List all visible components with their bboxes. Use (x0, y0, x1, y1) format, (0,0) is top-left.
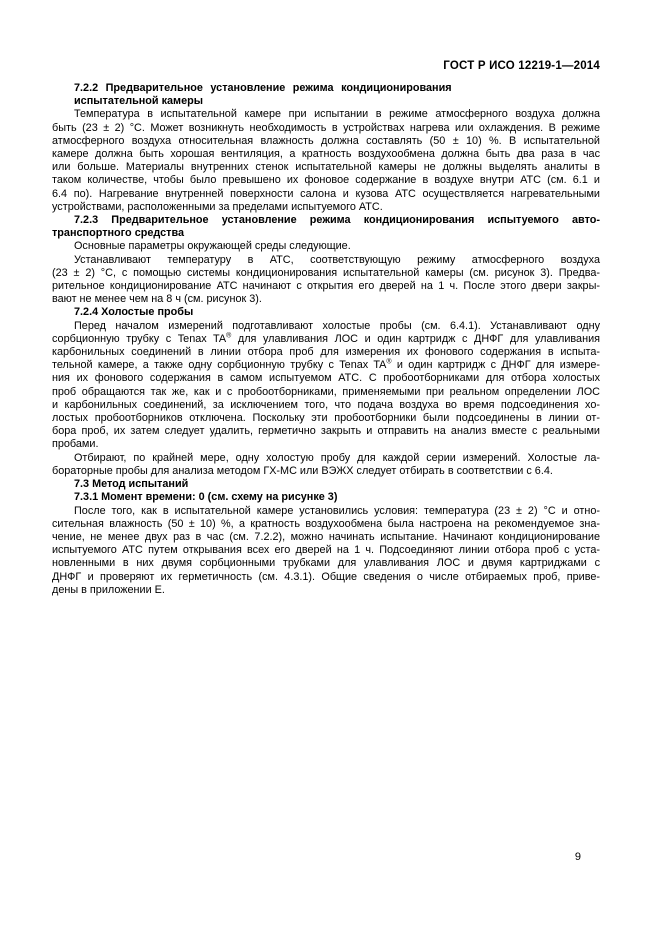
paragraph-line: чение, не менее двух раз в час (см. 7.2.2), можно начинать испытание. Начинают кондиционирование (52, 530, 600, 543)
paragraph-line: После того, как в испытательной камере установились условия: температура (23 ± 2) °С и отно- (74, 504, 600, 517)
page-number: 9 (574, 851, 581, 863)
registered-trademark-symbol: ® (226, 332, 232, 340)
heading-line: транспортного средства (52, 227, 185, 240)
paragraph-line: лостых пробоотборников отключена. Поскольку эти пробоотборники были подсоединены в линии от- (52, 412, 600, 425)
paragraph-line: сительная влажность (50 ± 10) %, а кратность воздухообмена была настроена на рекомендуемое зна- (52, 517, 600, 530)
standard-designation-header: ГОСТ Р ИСО 12219-1—2014 (443, 60, 600, 72)
paragraph-line: Перед началом измерений подготавливают холостые пробы (см. 6.4.1). Устанавливают одну (74, 319, 600, 332)
paragraph-line: или больше. Материалы внутренних стенок испытательной камеры не должны выделять аналиты в (52, 161, 600, 174)
paragraph-line: Основные параметры окружающей среды следующие. (74, 240, 351, 253)
heading-7-3 (52, 478, 600, 491)
paragraph-line: быть (23 ± 2) °С. Может возникнуть необходимость в устройствах нагрева или охлаждения. В режиме (52, 121, 600, 134)
para-7-2-4-1 (52, 320, 600, 452)
paragraph-line: рительное кондиционирование АТС начинают с открытия его дверей на 1 ч. После этого двери закры- (52, 280, 600, 293)
para-7-3-1-1 (52, 505, 600, 597)
paragraph-line: Отбирают, по крайней мере, одну холостую пробу для каждой серии измерений. Холостые ла- (74, 451, 600, 464)
heading-7-2-4 (52, 306, 600, 319)
paragraph-line: вают не менее чем на 8 ч (см. рисунок 3). (52, 293, 262, 306)
paragraph-line: пробами. (52, 438, 99, 451)
paragraph-line: новленными в них двумя сорбционными трубками для улавливания ЛОС и двумя картриджами с (52, 557, 600, 570)
paragraph-line: проб обращаются так же, как и с пробоотборниками, применяемыми при реальном определении ЛОС (52, 385, 600, 398)
heading-line: 7.3 Метод испытаний (74, 478, 189, 491)
paragraph-line: Температура в испытательной камере при испытании в режиме атмосферного воздуха должна (74, 108, 600, 121)
para-7-2-2-1 (52, 108, 600, 214)
paragraph-line: и карбонильных соединений, за исключением того, что подача воздуха во время подсоединения хо- (52, 398, 600, 411)
heading-line: 7.2.2 Предварительное установление режима кондиционирования (74, 82, 452, 94)
paragraph-line: бораторные пробы для анализа методом ГХ-МС или ВЭЖХ следует отбирать в соответствии с 6.4. (52, 464, 553, 477)
paragraph-line: тельной камере, а также одну сорбционную трубку с Tenax TA® и один картридж с ДНФГ для измере- (52, 358, 600, 372)
heading-line: 7.2.3 Предварительное установление режима кондиционирования испытуемого авто- (74, 214, 600, 227)
para-7-2-3-2 (52, 254, 600, 307)
document-body (52, 82, 600, 597)
registered-trademark-symbol: ® (386, 358, 392, 366)
heading-7-3-1 (52, 491, 600, 504)
paragraph-line: Устанавливают температуру в АТС, соответствующую режиму атмосферного воздуха (74, 253, 600, 266)
paragraph-line: (23 ± 2) °С, с помощью системы кондиционирования испытательной камеры (см. рисунок 3). Предва- (52, 266, 600, 279)
heading-line: 7.2.4 Холостые пробы (74, 306, 194, 319)
heading-line: испытательной камеры (74, 95, 203, 108)
paragraph-line: сорбционную трубку с Tenax TA® для улавливания ЛОС и один картридж с ДНФГ для улавливания (52, 332, 601, 345)
paragraph-line: устройствами, расположенными за пределами испытуемого АТС. (52, 200, 383, 213)
heading-7-2-3 (52, 214, 600, 240)
paragraph-line: ния их фонового содержания в самом испытуемом АТС. С пробоотборниками для отбора холостых (52, 372, 600, 385)
para-7-2-4-2 (52, 452, 600, 478)
paragraph-line: ДНФГ и проверяют их герметичность (см. 4.3.1). Общие сведения о числе отбираемых проб, приве- (52, 570, 600, 583)
para-7-2-3-1 (52, 240, 600, 253)
paragraph-line: бора проб, их затем следует удалить, герметично закрыть и отправить на анализ вместе с реальными (52, 425, 600, 438)
heading-7-2-2 (52, 82, 600, 108)
page-content (52, 59, 600, 597)
paragraph-line: карбонильных соединений в линии отбора проб для измерения их фонового содержания в испыта- (52, 346, 600, 359)
paragraph-line: 6.4 по). Нагревание внутренней поверхности салона и кузова АТС осуществляется нагревательными (52, 187, 600, 200)
paragraph-line: таком количестве, чтобы было превышено их фоновое содержание в воздухе внутри АТС (см. 6.1 и (52, 174, 600, 187)
paragraph-line: дены в приложении Е. (52, 583, 165, 596)
heading-line: 7.3.1 Момент времени: 0 (см. схему на рисунке 3) (74, 491, 338, 504)
paragraph-line: испытуемого АТС путем открывания всех его дверей на 1 ч. Подсоединяют линии отбора проб с уста- (52, 544, 600, 557)
paragraph-line: камере должна быть хорошая вентиляция, а кратность воздухообмена должна быть два раза в час (52, 148, 600, 161)
paragraph-line: атмосферного воздуха относительная влажность должна составлять (50 ± 10) %. В испытательной (52, 134, 600, 147)
